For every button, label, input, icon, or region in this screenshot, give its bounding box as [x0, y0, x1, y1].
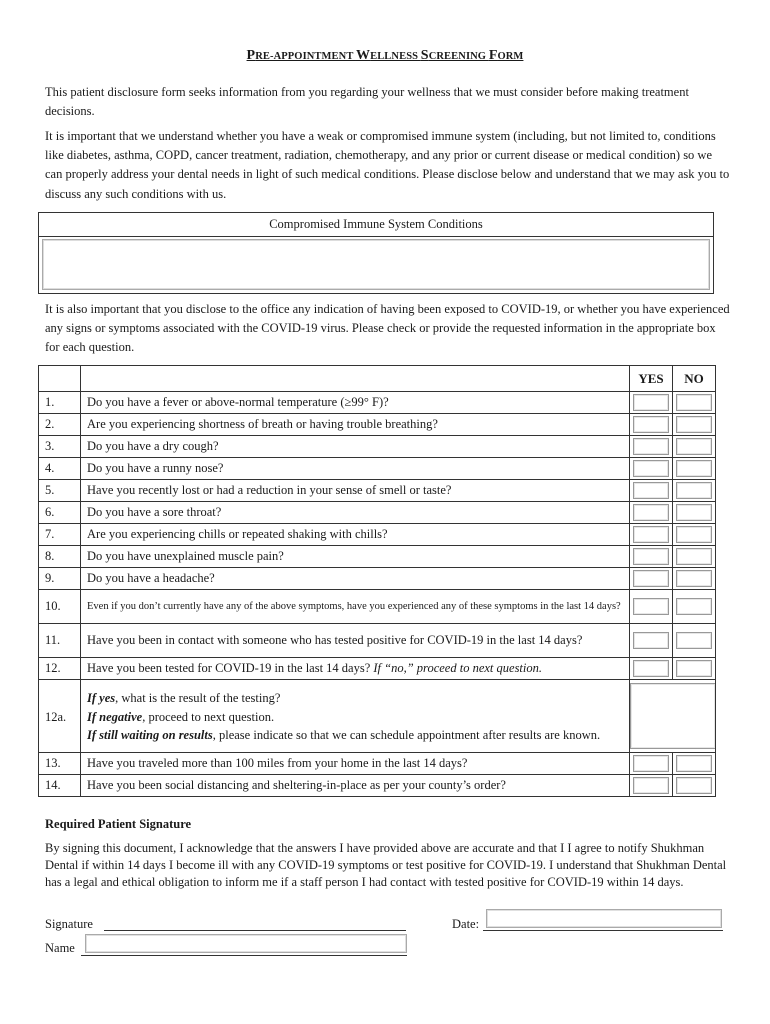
- yes-checkbox[interactable]: [633, 660, 669, 677]
- table-row: [39, 658, 716, 680]
- table-row: [39, 546, 716, 568]
- question-text: Do you have a runny nose?: [81, 458, 630, 480]
- question-text: Do you have a sore throat?: [81, 502, 630, 524]
- question-number: 2.: [39, 414, 81, 436]
- question-number: 8.: [39, 546, 81, 568]
- name-label: Name: [45, 941, 75, 955]
- date-field[interactable]: [486, 909, 722, 928]
- table-row: [39, 480, 716, 502]
- table-row: [39, 436, 716, 458]
- yes-checkbox[interactable]: [633, 548, 669, 565]
- immune-conditions-field[interactable]: [42, 239, 710, 290]
- question-number: 14.: [39, 775, 81, 797]
- question-number: 9.: [39, 568, 81, 590]
- question-text: If yes, what is the result of the testing? If negative, proceed to next question. If still waiting on results, please indicate so that we can schedule appointment after results are known.: [81, 680, 630, 753]
- table-row: [39, 392, 716, 414]
- intro-paragraph: This patient disclosure form seeks information from you regarding your wellness that we must consider before making treatment decisions.: [45, 85, 689, 119]
- page-title: PRE-APPOINTMENT WELLNESS SCREENING FORM: [246, 48, 524, 63]
- immune-conditions-header: Compromised Immune System Conditions: [39, 213, 713, 237]
- question-text: Even if you don’t currently have any of the above symptoms, have you experienced any of these symptoms in the last 14 days?: [81, 590, 630, 624]
- table-row: [39, 590, 716, 624]
- table-row: [39, 753, 716, 775]
- signature-line[interactable]: [104, 914, 406, 931]
- question-number: 6.: [39, 502, 81, 524]
- question-number: 4.: [39, 458, 81, 480]
- question-text: Do you have a dry cough?: [81, 436, 630, 458]
- table-row: [39, 624, 716, 658]
- immune-explanation-paragraph: It is important that we understand whether you have a weak or compromised immune system (including, but not limited to, conditions like diabetes, asthma, COPD, cancer treatment, radiation, chemotherapy, and any prior or current disease or medical condition) so we can properly address your dental needs in light of such medical conditions. Please disclose below and understand that we may ask you to discuss any such conditions with us.: [45, 129, 730, 201]
- yes-checkbox[interactable]: [633, 482, 669, 499]
- no-checkbox[interactable]: [676, 777, 712, 794]
- no-checkbox[interactable]: [676, 526, 712, 543]
- table-row: [39, 775, 716, 797]
- question-number: 1.: [39, 392, 81, 414]
- yes-checkbox[interactable]: [633, 526, 669, 543]
- question-text: Have you been tested for COVID-19 in the last 14 days? If “no,” proceed to next question.: [81, 658, 630, 680]
- no-checkbox[interactable]: [676, 632, 712, 649]
- question-number: 3.: [39, 436, 81, 458]
- table-row: [39, 680, 716, 753]
- signature-acknowledgement: By signing this document, I acknowledge that the answers I have provided above are accurate and that I I agree to notify Shukhman Dental if within 14 days I become ill with any COVID-19 symptoms or test positive for COVID-19. I understand that Shukhman Dental has a legal and ethical obligation to inform me if a staff person I had contact with tested positive for COVID-19 within 14 days.: [45, 841, 727, 889]
- test-result-field[interactable]: [630, 683, 716, 749]
- question-number: 12.: [39, 658, 81, 680]
- yes-checkbox[interactable]: [633, 570, 669, 587]
- immune-conditions-box: [38, 212, 714, 294]
- question-number: 10.: [39, 590, 81, 624]
- yes-checkbox[interactable]: [633, 777, 669, 794]
- no-checkbox[interactable]: [676, 482, 712, 499]
- question-text: Do you have a headache?: [81, 568, 630, 590]
- table-row: [39, 458, 716, 480]
- no-checkbox[interactable]: [676, 660, 712, 677]
- no-checkbox[interactable]: [676, 755, 712, 772]
- table-row: [39, 524, 716, 546]
- covid-intro-paragraph: It is also important that you disclose to the office any indication of having been exposed to COVID-19, or whether you have experienced any signs or symptoms associated with the COVID-19 virus. Please check or provide the requested information in the appropriate box for each question.: [45, 302, 730, 355]
- question-text: Have you recently lost or had a reduction in your sense of smell or taste?: [81, 480, 630, 502]
- question-number: 5.: [39, 480, 81, 502]
- question-number: 11.: [39, 624, 81, 658]
- no-checkbox[interactable]: [676, 460, 712, 477]
- name-field[interactable]: [85, 934, 407, 953]
- yes-checkbox[interactable]: [633, 632, 669, 649]
- table-row: [39, 414, 716, 436]
- question-text: Have you traveled more than 100 miles from your home in the last 14 days?: [81, 753, 630, 775]
- question-number: 13.: [39, 753, 81, 775]
- no-checkbox[interactable]: [676, 548, 712, 565]
- no-checkbox[interactable]: [676, 570, 712, 587]
- no-checkbox[interactable]: [676, 598, 712, 615]
- question-text: Do you have a fever or above-normal temperature (≥99° F)?: [81, 392, 630, 414]
- yes-column-header: YES: [630, 366, 673, 392]
- yes-checkbox[interactable]: [633, 460, 669, 477]
- question-number: 7.: [39, 524, 81, 546]
- table-row: [39, 502, 716, 524]
- table-row: [39, 568, 716, 590]
- yes-checkbox[interactable]: [633, 755, 669, 772]
- no-checkbox[interactable]: [676, 504, 712, 521]
- question-text: Have you been in contact with someone who has tested positive for COVID-19 in the last 14 days?: [81, 624, 630, 658]
- yes-checkbox[interactable]: [633, 598, 669, 615]
- covid-questions-table: [38, 365, 716, 797]
- signature-heading: Required Patient Signature: [45, 817, 192, 831]
- table-header-row: [39, 366, 716, 392]
- yes-checkbox[interactable]: [633, 416, 669, 433]
- no-checkbox[interactable]: [676, 416, 712, 433]
- yes-checkbox[interactable]: [633, 438, 669, 455]
- no-checkbox[interactable]: [676, 438, 712, 455]
- signature-label: Signature: [45, 917, 93, 931]
- question-number: 12a.: [39, 680, 81, 753]
- no-column-header: NO: [673, 366, 716, 392]
- no-checkbox[interactable]: [676, 394, 712, 411]
- question-text: Do you have unexplained muscle pain?: [81, 546, 630, 568]
- yes-checkbox[interactable]: [633, 394, 669, 411]
- yes-checkbox[interactable]: [633, 504, 669, 521]
- question-text: Have you been social distancing and sheltering-in-place as per your county’s order?: [81, 775, 630, 797]
- question-text: Are you experiencing shortness of breath or having trouble breathing?: [81, 414, 630, 436]
- question-text: Are you experiencing chills or repeated shaking with chills?: [81, 524, 630, 546]
- date-label: Date:: [452, 917, 480, 931]
